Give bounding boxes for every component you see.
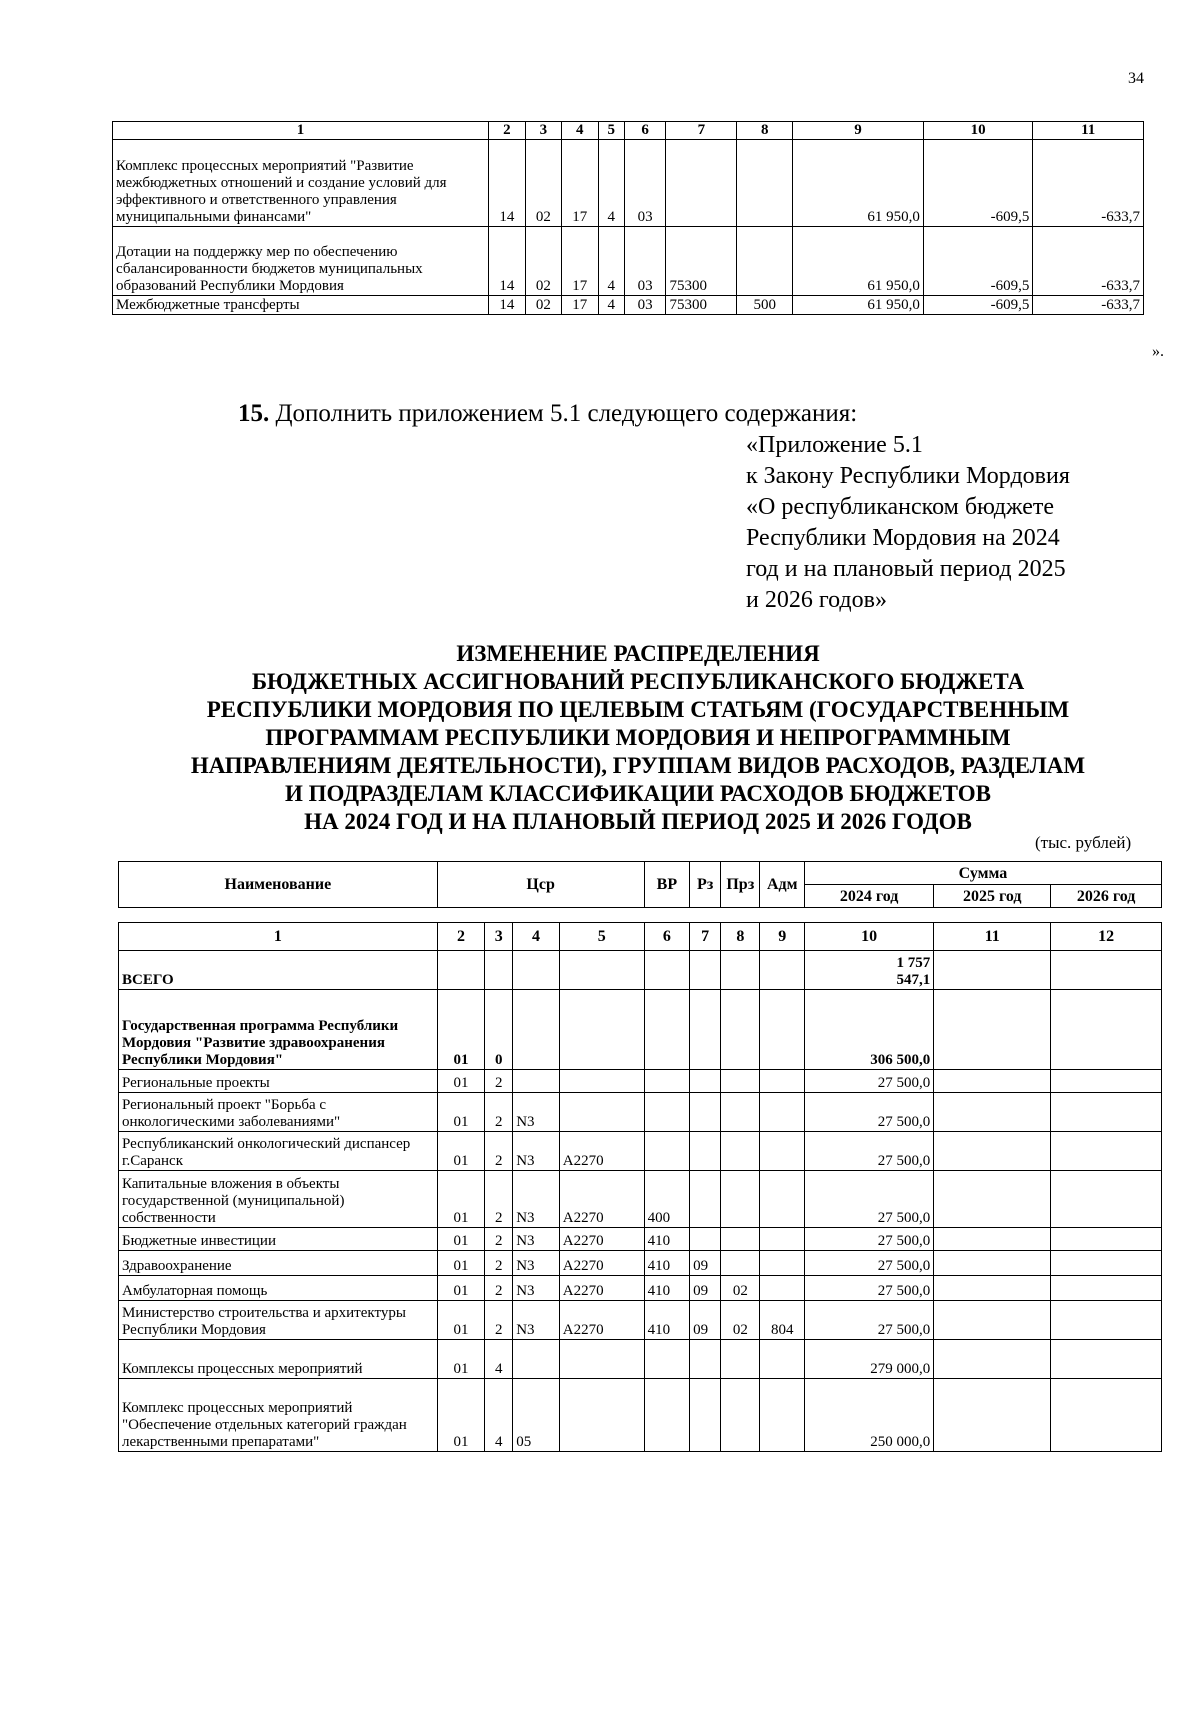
cell (721, 1070, 760, 1093)
num-col-12: 12 (1051, 923, 1162, 951)
cell: 05 (513, 1379, 560, 1452)
cell (644, 1132, 690, 1171)
num-col-2: 2 (437, 923, 485, 951)
appendix-line: «Приложение 5.1 (746, 432, 923, 458)
cell: 03 (624, 227, 666, 296)
cell: 27 500,0 (804, 1093, 933, 1132)
cell (690, 1228, 721, 1251)
table-row (119, 1228, 1162, 1251)
cell: 01 (437, 1132, 485, 1171)
cell: A2270 (559, 1171, 644, 1228)
cell: 17 (562, 140, 598, 227)
cell (690, 1340, 721, 1379)
table-row (119, 1251, 1162, 1276)
cell: 02 (525, 140, 561, 227)
col-2024-header: 2024 год (804, 885, 933, 908)
row-name: Здравоохранение (119, 1251, 438, 1276)
cell: 2 (485, 1171, 513, 1228)
title-line: НА 2024 ГОД И НА ПЛАНОВЫЙ ПЕРИОД 2025 И 2026 ГОДОВ (304, 809, 972, 834)
cell: 09 (690, 1276, 721, 1301)
header-row-1 (119, 862, 1162, 885)
row-name: Дотации на поддержку мер по обеспечению сбалансированности бюджетов муниципальных образований Республики Мордовия (113, 227, 489, 296)
row-name: Республиканский онкологический диспансер г.Саранск (119, 1132, 438, 1171)
cell: 01 (437, 1340, 485, 1379)
main-table-header (118, 861, 1162, 908)
num-col-5: 5 (559, 923, 644, 951)
cell: 27 500,0 (804, 1301, 933, 1340)
amendment-text: Дополнить приложением 5.1 следующего содержания: (275, 400, 858, 427)
cell (721, 1251, 760, 1276)
row-name: Бюджетные инвестиции (119, 1228, 438, 1251)
num-col-4: 4 (513, 923, 560, 951)
table-row (119, 1171, 1162, 1228)
row-name: Капитальные вложения в объекты государственной (муниципальной) собственности (119, 1171, 438, 1228)
cell (760, 1093, 804, 1132)
cell (666, 140, 737, 227)
cell: 410 (644, 1276, 690, 1301)
cell: A2270 (559, 1228, 644, 1251)
table-row (119, 1093, 1162, 1132)
cell: 27 500,0 (804, 1276, 933, 1301)
title-line: РЕСПУБЛИКИ МОРДОВИЯ ПО ЦЕЛЕВЫМ СТАТЬЯМ (ГОСУДАРСТВЕННЫМ (206, 697, 1070, 722)
num-col-10: 10 (804, 923, 933, 951)
cell: 4 (598, 296, 624, 315)
cell: N3 (513, 1132, 560, 1171)
cell: 09 (690, 1301, 721, 1340)
table-row (113, 296, 1144, 315)
appendix-line: год и на плановый период 2025 (746, 556, 1066, 582)
cell: 01 (437, 1171, 485, 1228)
cell: 27 500,0 (804, 1228, 933, 1251)
top-col-5: 5 (598, 122, 624, 140)
top-col-9: 9 (793, 122, 924, 140)
cell (737, 140, 793, 227)
row-name: Комплекс процессных мероприятий "Обеспечение отдельных категорий граждан лекарственными препаратами" (119, 1379, 438, 1452)
cell: 279 000,0 (804, 1340, 933, 1379)
row-name: Государственная программа Республики Мордовия "Развитие здравоохранения Республики Мордовия" (119, 990, 438, 1070)
total-label: ВСЕГО (119, 951, 438, 990)
cell (760, 1070, 804, 1093)
appendix-line: к Закону Республики Мордовия (746, 463, 1070, 489)
page-number: 34 (1128, 70, 1144, 87)
cell: N3 (513, 1171, 560, 1228)
document-title (118, 640, 1158, 836)
col-csr-header: Цср (437, 862, 644, 908)
top-table (112, 121, 1144, 315)
amendment-paragraph (238, 400, 857, 428)
cell: 500 (737, 296, 793, 315)
top-col-2: 2 (489, 122, 525, 140)
total-amount-line1: 1 757 (896, 955, 931, 971)
closing-quote: ». (1152, 343, 1164, 360)
cell: 4 (485, 1379, 513, 1452)
cell: 27 500,0 (804, 1251, 933, 1276)
cell: 306 500,0 (804, 990, 933, 1070)
row-name: Амбулаторная помощь (119, 1276, 438, 1301)
cell: 01 (437, 1379, 485, 1452)
cell: 01 (437, 1251, 485, 1276)
cell (721, 990, 760, 1070)
cell: 2 (485, 1228, 513, 1251)
cell: 01 (437, 1301, 485, 1340)
cell (559, 1093, 644, 1132)
cell: 2 (485, 1093, 513, 1132)
cell (644, 990, 690, 1070)
units-label: (тыс. рублей) (1035, 833, 1132, 852)
cell: 01 (437, 1070, 485, 1093)
cell (760, 1251, 804, 1276)
cell: 4 (485, 1340, 513, 1379)
row-name: Региональные проекты (119, 1070, 438, 1093)
cell (513, 1070, 560, 1093)
column-number-row (119, 923, 1162, 951)
cell: 01 (437, 1228, 485, 1251)
cell: 02 (721, 1276, 760, 1301)
cell (559, 1070, 644, 1093)
cell: 14 (489, 296, 525, 315)
top-col-1: 1 (113, 122, 489, 140)
cell: 61 950,0 (793, 140, 924, 227)
table-row (113, 140, 1144, 227)
top-col-4: 4 (562, 122, 598, 140)
col-sum-header: Сумма (804, 862, 1161, 885)
cell (559, 1379, 644, 1452)
cell: 0 (485, 990, 513, 1070)
total-amount-line2: 547,1 (896, 972, 931, 988)
title-line: БЮДЖЕТНЫХ АССИГНОВАНИЙ РЕСПУБЛИКАНСКОГО БЮДЖЕТА (251, 669, 1025, 694)
top-col-10: 10 (923, 122, 1032, 140)
table-row (113, 227, 1144, 296)
cell: N3 (513, 1251, 560, 1276)
cell (644, 1379, 690, 1452)
cell: A2270 (559, 1301, 644, 1340)
num-col-11: 11 (934, 923, 1051, 951)
top-col-6: 6 (624, 122, 666, 140)
num-col-1: 1 (119, 923, 438, 951)
appendix-line: «О республиканском бюджете (746, 494, 1055, 520)
cell (721, 1228, 760, 1251)
cell: -633,7 (1033, 140, 1144, 227)
cell: 4 (598, 140, 624, 227)
table-row (119, 1132, 1162, 1171)
appendix-line: Республики Мордовия на 2024 (746, 525, 1060, 551)
cell: 17 (562, 227, 598, 296)
cell: 2 (485, 1276, 513, 1301)
cell: 61 950,0 (793, 227, 924, 296)
cell: 410 (644, 1301, 690, 1340)
cell (760, 1379, 804, 1452)
cell: 410 (644, 1228, 690, 1251)
cell (690, 990, 721, 1070)
top-col-7: 7 (666, 122, 737, 140)
table-row (119, 1340, 1162, 1379)
cell (721, 1379, 760, 1452)
table-row (119, 1070, 1162, 1093)
cell: 01 (437, 1276, 485, 1301)
col-rz-header: Рз (690, 862, 721, 908)
cell: -633,7 (1033, 227, 1144, 296)
cell: 4 (598, 227, 624, 296)
cell (690, 1070, 721, 1093)
cell: 2 (485, 1301, 513, 1340)
cell: A2270 (559, 1276, 644, 1301)
cell (644, 1340, 690, 1379)
row-name: Комплексы процессных мероприятий (119, 1340, 438, 1379)
table-row (119, 1379, 1162, 1452)
cell: -609,5 (923, 296, 1032, 315)
title-line: НАПРАВЛЕНИЯМ ДЕЯТЕЛЬНОСТИ), ГРУППАМ ВИДОВ РАСХОДОВ, РАЗДЕЛАМ (190, 753, 1086, 778)
cell: 75300 (666, 227, 737, 296)
num-col-7: 7 (690, 923, 721, 951)
cell: 02 (525, 296, 561, 315)
cell: 09 (690, 1251, 721, 1276)
top-col-8: 8 (737, 122, 793, 140)
cell: 250 000,0 (804, 1379, 933, 1452)
table-row (119, 1301, 1162, 1340)
top-col-11: 11 (1033, 122, 1144, 140)
cell (760, 1276, 804, 1301)
cell (559, 990, 644, 1070)
cell: 03 (624, 296, 666, 315)
cell: N3 (513, 1301, 560, 1340)
col-2025-header: 2025 год (934, 885, 1051, 908)
cell (690, 1171, 721, 1228)
cell: 27 500,0 (804, 1132, 933, 1171)
cell (760, 1340, 804, 1379)
cell (559, 1340, 644, 1379)
cell (513, 1340, 560, 1379)
cell: 14 (489, 140, 525, 227)
cell (760, 990, 804, 1070)
top-table-header-row (113, 122, 1144, 140)
cell: A2270 (559, 1132, 644, 1171)
cell: 02 (525, 227, 561, 296)
title-line: ПРОГРАММАМ РЕСПУБЛИКИ МОРДОВИЯ И НЕПРОГРАММНЫМ (265, 725, 1011, 750)
cell (760, 1171, 804, 1228)
title-line: ИЗМЕНЕНИЕ РАСПРЕДЕЛЕНИЯ (456, 641, 820, 666)
cell: 2 (485, 1132, 513, 1171)
cell: 27 500,0 (804, 1070, 933, 1093)
table-row (119, 1276, 1162, 1301)
col-name-header: Наименование (119, 862, 438, 908)
row-name: Межбюджетные трансферты (113, 296, 489, 315)
cell: 01 (437, 990, 485, 1070)
cell (690, 1093, 721, 1132)
cell (644, 1070, 690, 1093)
title-line: И ПОДРАЗДЕЛАМ КЛАССИФИКАЦИИ РАСХОДОВ БЮДЖЕТОВ (285, 781, 991, 806)
cell: A2270 (559, 1251, 644, 1276)
cell: 75300 (666, 296, 737, 315)
cell (721, 1093, 760, 1132)
cell (721, 1340, 760, 1379)
cell (737, 227, 793, 296)
cell (644, 1093, 690, 1132)
amendment-number: 15. (238, 400, 270, 427)
col-adm-header: Адм (760, 862, 804, 908)
total-row (119, 951, 1162, 990)
cell: 804 (760, 1301, 804, 1340)
num-col-3: 3 (485, 923, 513, 951)
cell: N3 (513, 1228, 560, 1251)
cell: 03 (624, 140, 666, 227)
cell (721, 1171, 760, 1228)
cell: 02 (721, 1301, 760, 1340)
col-vr-header: ВР (644, 862, 690, 908)
row-name: Региональный проект "Борьба с онкологическими заболеваниями" (119, 1093, 438, 1132)
cell: -633,7 (1033, 296, 1144, 315)
appendix-heading (746, 430, 1070, 616)
cell: -609,5 (923, 227, 1032, 296)
col-prz-header: Прз (721, 862, 760, 908)
cell: N3 (513, 1093, 560, 1132)
cell: 2 (485, 1251, 513, 1276)
cell (690, 1132, 721, 1171)
main-table (118, 922, 1162, 1452)
top-col-3: 3 (525, 122, 561, 140)
cell: 400 (644, 1171, 690, 1228)
cell (760, 1228, 804, 1251)
table-row (119, 990, 1162, 1070)
num-col-8: 8 (721, 923, 760, 951)
cell: 61 950,0 (793, 296, 924, 315)
cell (690, 1379, 721, 1452)
num-col-9: 9 (760, 923, 804, 951)
row-name: Комплекс процессных мероприятий "Развитие межбюджетных отношений и создание условий для эффективного и ответственного управления муниципальными финансами" (113, 140, 489, 227)
total-amount (804, 951, 933, 990)
cell: 27 500,0 (804, 1171, 933, 1228)
cell: -609,5 (923, 140, 1032, 227)
cell: 01 (437, 1093, 485, 1132)
cell: 410 (644, 1251, 690, 1276)
appendix-line: и 2026 годов» (746, 587, 887, 613)
cell: 2 (485, 1070, 513, 1093)
cell (721, 1132, 760, 1171)
cell: 17 (562, 296, 598, 315)
cell: N3 (513, 1276, 560, 1301)
cell (760, 1132, 804, 1171)
col-2026-header: 2026 год (1051, 885, 1162, 908)
row-name: Министерство строительства и архитектуры Республики Мордовия (119, 1301, 438, 1340)
num-col-6: 6 (644, 923, 690, 951)
cell (513, 990, 560, 1070)
cell: 14 (489, 227, 525, 296)
